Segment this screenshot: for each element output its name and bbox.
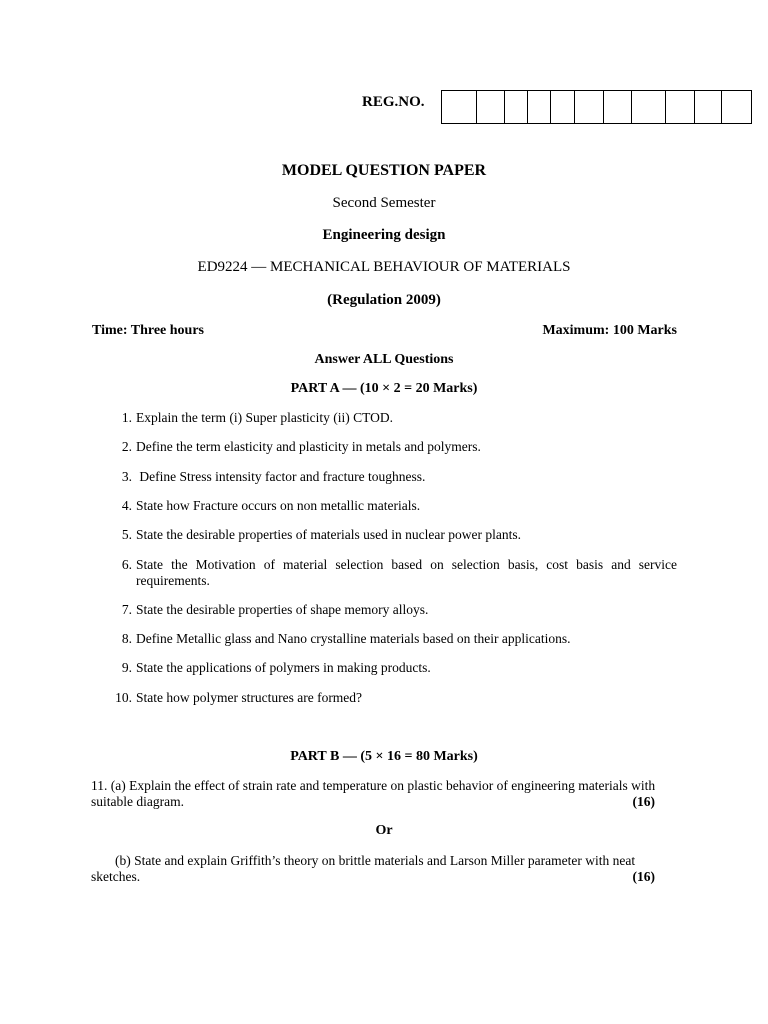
question-text: State the Motivation of material selection based on selection basis, cost basis and service requirements. [136,557,677,588]
reg-no-box [477,91,505,123]
question-number: 7. [121,602,132,617]
question-item [110,498,677,514]
question-11a-line-2: suitable diagram. [91,794,184,809]
course-title: ED9224 — MECHANICAL BEHAVIOUR OF MATERIALS [197,259,571,275]
reg-no-box [505,91,528,123]
question-11a-line-1: 11. (a) Explain the effect of strain rate and temperature on plastic behavior of engineering materials with [91,778,656,793]
question-number: 1. [121,410,132,425]
question-11b [91,853,679,885]
paper-title: MODEL QUESTION PAPER [281,162,487,179]
question-item [110,631,677,647]
question-text: Define Stress intensity factor and fracture toughness. [136,469,426,484]
reg-no-box [551,91,575,123]
question-text: State the desirable properties of shape memory alloys. [136,602,429,617]
question-text: State the applications of polymers in making products. [136,660,431,675]
part-b-heading: PART B — (5 × 16 = 80 Marks) [290,749,478,764]
question-item [110,660,677,676]
time-allowed: Time: Three hours [92,323,205,338]
question-text: Define Metallic glass and Nano crystalline materials based on their applications. [136,631,571,646]
question-number: 9. [121,660,132,675]
question-item [110,557,677,589]
semester: Second Semester [332,195,436,211]
question-text: State the desirable properties of materials used in nuclear power plants. [136,527,521,542]
question-number: 3. [121,469,132,484]
question-item [110,410,677,426]
reg-no-box [575,91,604,123]
reg-no-boxes [441,90,752,124]
question-text: Explain the term (i) Super plasticity (ii) CTOD. [136,410,393,425]
regulation: (Regulation 2009) [327,292,441,308]
reg-no-label: REG.NO. [362,94,425,110]
question-item [110,469,677,485]
question-item [110,439,677,455]
question-item [110,602,677,618]
question-11b-line-2: sketches. [91,869,141,884]
question-text: State how polymer structures are formed? [136,690,363,705]
maximum-marks: Maximum: 100 Marks [542,323,677,338]
question-text: Define the term elasticity and plasticity in metals and polymers. [136,439,481,454]
reg-no-box [528,91,551,123]
question-11a [91,778,679,810]
reg-no-box [722,91,751,123]
department: Engineering design [322,227,446,243]
reg-no-box [442,91,477,123]
question-number: 10. [115,690,132,705]
or-separator: Or [375,823,393,838]
reg-no-box [632,91,666,123]
reg-no-box [604,91,632,123]
question-11a-marks: (16) [632,794,655,809]
question-11b-line-1: (b) State and explain Griffith’s theory on brittle materials and Larson Miller parameter with neat [115,853,636,868]
question-11b-marks: (16) [632,869,655,884]
part-a-heading: PART A — (10 × 2 = 20 Marks) [290,381,478,396]
question-number: 4. [121,498,132,513]
question-item [110,690,677,706]
question-number: 8. [121,631,132,646]
instruction: Answer ALL Questions [314,352,454,367]
question-number: 5. [121,527,132,542]
question-item [110,527,677,543]
question-text: State how Fracture occurs on non metallic materials. [136,498,421,513]
question-number: 2. [121,439,132,454]
reg-no-box [666,91,695,123]
reg-no-box [695,91,722,123]
question-number: 6. [121,557,132,572]
